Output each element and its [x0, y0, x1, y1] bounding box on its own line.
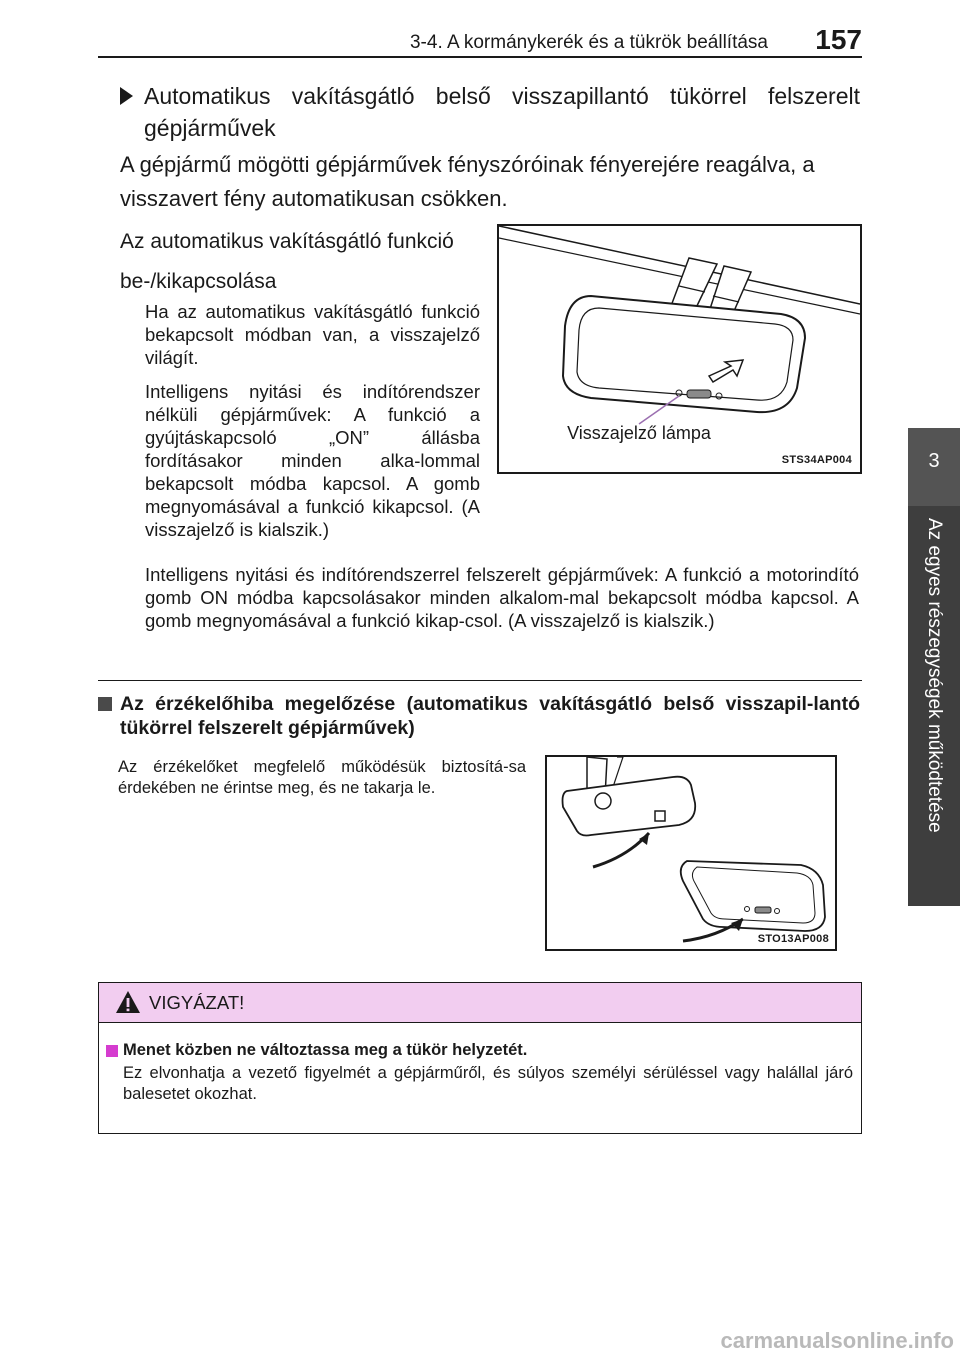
chapter-tab-title: Az egyes részegységek működtetése	[924, 518, 945, 833]
square-bullet-icon	[98, 697, 112, 711]
warning-title: VIGYÁZAT!	[149, 992, 245, 1013]
section-title: 3-4. A kormánykerék és a tükrök beállítása	[409, 32, 768, 53]
page-number: 157	[815, 24, 862, 55]
chapter-tab-number: 3	[908, 428, 960, 506]
warning-bold-text: Menet közben ne változtassa meg a tükör helyzetét.	[123, 1041, 528, 1059]
sensor-section-heading	[98, 692, 860, 740]
sensor-section-heading-text: Az érzékelőhiba megelőzése (automatikus vakításgátló belső visszapil-lantó tükörrel felszerelt gépjárművek)	[120, 693, 860, 739]
mirror-illustration	[497, 224, 862, 474]
paragraph-indicator: Ha az automatikus vakításgátló funkció bekapcsolt módban van, a visszajelző világít.	[145, 301, 480, 368]
warning-header	[99, 983, 861, 1023]
sensor-illustration	[545, 755, 837, 951]
paragraph-with-smart-key: Intelligens nyitási és indítórendszerrel felszerelt gépjárművek: A funkció a motorindító gomb ON módba kapcsolásakor minden alkalom-mal bekapcsolt módba kapcsol. A gomb megnyomásával a funkció kikap-csol. (A visszajelző is kialszik.)	[145, 564, 859, 631]
warning-triangle-icon	[115, 990, 141, 1014]
intro-paragraph: A gépjármű mögötti gépjárművek fényszóróinak fényerejére reagálva, a visszavert fény automatikusan csökken.	[120, 152, 815, 211]
figure-code: STO13AP008	[757, 933, 829, 945]
warning-body-text: Ez elvonhatja a vezető figyelmét a gépjárműről, és súlyos személyi sérüléssel vagy halállal járó balesetet okozhat.	[123, 1064, 853, 1103]
triangle-bullet-icon	[120, 87, 133, 105]
warning-box	[98, 982, 862, 1134]
page-header	[98, 18, 862, 58]
watermark: carmanualsonline.info	[720, 1328, 954, 1353]
paragraph-without-smart-key: Intelligens nyitási és indítórendszer nélküli gépjárművek: A funkció a gyújtáskapcsoló „ON” állásba fordításakor minden alka-lommal bekapcsolt módba kapcsol. A gomb megnyomásával a funkció kikapcsol. (A visszajelző is kialszik.)	[145, 381, 480, 540]
figure-code: STS34AP004	[781, 454, 852, 466]
section-heading	[120, 80, 860, 144]
warning-bullet-icon	[106, 1045, 118, 1057]
section-divider	[98, 680, 862, 681]
indicator-lamp-callout: Visszajelző lámpa	[567, 423, 711, 443]
subheading: Az automatikus vakításgátló funkció be-/kikapcsolása	[120, 230, 454, 293]
chapter-tab	[908, 506, 960, 906]
sensor-drawing	[547, 757, 835, 949]
section-heading-text: Automatikus vakításgátló belső visszapillantó tükörrel felszerelt gépjárművek	[144, 83, 860, 141]
sensor-paragraph: Az érzékelőket megfelelő működésük biztosítá-sa érdekében ne érintse meg, és ne takarja le.	[118, 758, 526, 797]
